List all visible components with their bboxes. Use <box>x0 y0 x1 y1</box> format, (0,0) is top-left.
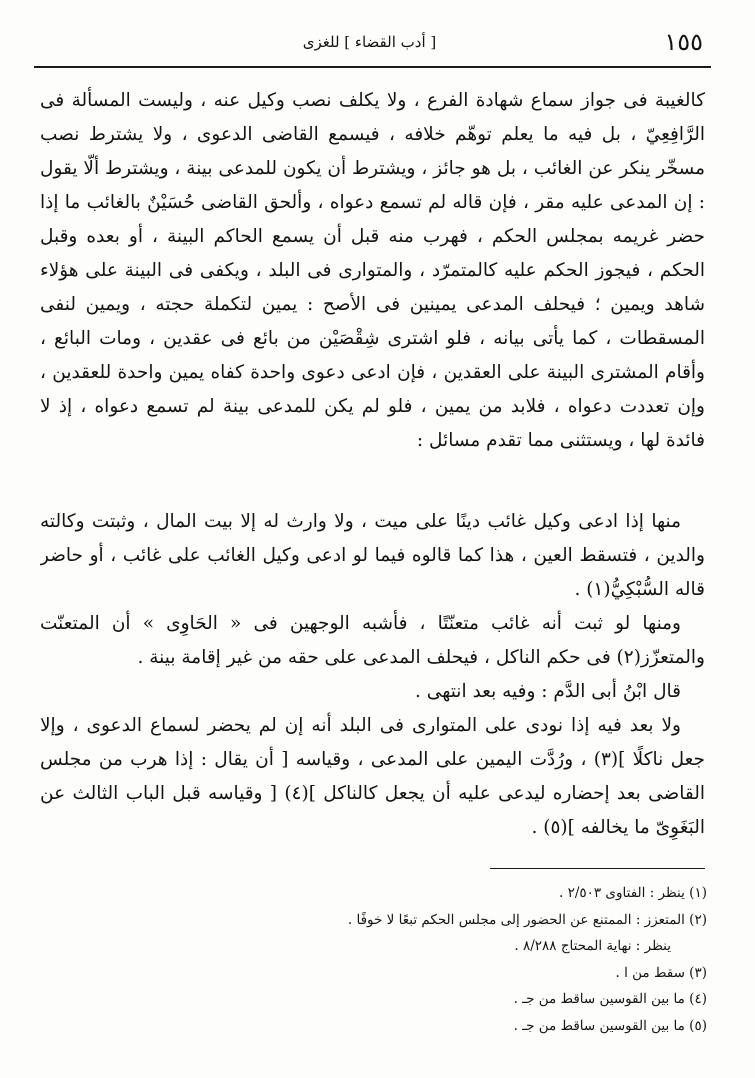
footnote-2-reference: ينظر : نهاية المحتاج ٨/٢٨٨ . <box>514 938 671 954</box>
footnote-4: (٤) ما بين القوسين ساقط من جـ . <box>513 991 707 1007</box>
body-paragraph-4: قال ابْنُ أبى الدَّم : وفيه بعد انتهى . <box>415 681 681 702</box>
footnote-2: (٢) المتعزز : الممتنع عن الحضور إلى مجلس الحكم تبعًا لا خوفًا . <box>347 911 707 928</box>
header-divider <box>34 66 711 68</box>
body-paragraph-5: ولا بعد فيه إذا نودى على المتوارى فى البلد أنه إن لم يحضر لسماع الدعوى ، وإلا جعل ناكلًا ](٣) ، ورُدَّت اليمين على المدعى ، وقياسه [ أن يقال : إذا هرب من مجلس القاضى بعد إحضاره ليدعى عليه أن يجعل كالناكل ](٤) [ وقياسه قبل الباب الثالث عن البَغَوِىّ ما يخالفه ](٥) . <box>40 715 705 838</box>
footnote-3: (٣) سقط من ا . <box>615 964 707 981</box>
body-paragraph-1: كالغيبة فى جواز سماع شهادة الفرع ، ولا يكلف نصب وكيل عنه ، وليست المسألة فى الرَّافِعِيّ ، بل فيه ما يعلم توهّم خلافه ، فيسمع القاضى الدعوى ، ولا يشترط نصب مسخّر ينكر عن الغائب ، بل هو جائز ، ويشترط أن يكون للمدعى بينة ، ويشترط ألّا يقول : إن المدعى عليه مقر ، فإن قاله لم تسمع دعواه ، وألحق القاضى حُسَيْنٌ بالغائب ما إذا حضر غريمه بمجلس الحكم ، فهرب منه قبل أن يسمع الحاكم البينة ، أو بعده وقبل الحكم ، فيجوز الحكم عليه كالمتمرّد ، والمتوارى فى البلد ، ويكفى فى البينة على هؤلاء شاهد ويمين ؛ فيحلف المدعى يمينين فى الأصح : يمين لتكملة حجته ، ويمين لنفى المسقطات ، كما يأتى بيانه ، فلو اشترى شِقْصَيْن من بائع فى عقدين ، ومات البائع ، وأقام المشترى البينة على العقدين ، فإن ادعى دعوى واحدة كفاه يمين واحدة للعقدين ، وإن تعددت دعواه ، فلابد من يمين ، فلو لم يكن للمدعى بينة لم تسمع دعواه ، إذ لا فائدة لها ، ويستثنى مما تقدم مسائل : <box>40 90 705 451</box>
footnote-1: (١) ينظر : الفتاوى ٢/٥٠٣ . <box>558 885 707 901</box>
body-paragraph-2: منها إذا ادعى وكيل غائب دينًا على ميت ، ولا وارث له إلا بيت المال ، وثبتت وكالته والدين ، فتسقط العين ، هذا كما قالوه فيما لو ادعى وكيل الغائب على غائب ، أو حاضر قاله السُّبْكِيُّ(١) . <box>40 511 705 600</box>
page-number: ١٥٥ <box>664 28 703 56</box>
footnote-divider <box>490 868 705 869</box>
footnote-5: (٥) ما بين القوسين ساقط من جـ . <box>513 1017 707 1034</box>
page-header <box>36 22 703 62</box>
body-continuation <box>40 505 705 855</box>
body-paragraph-3: ومنها لو ثبت أنه غائب متعنّتًا ، فأشبه الوجهين فى « الحَاوِى » أن المتعنّت والمتعزّز(٢) فى حكم الناكل ، فيحلف المدعى على حقه من غير إقامة بينة . <box>40 613 705 668</box>
footnotes <box>60 880 707 1039</box>
running-title: [ أدب القضاء ] للغزى <box>302 33 437 51</box>
